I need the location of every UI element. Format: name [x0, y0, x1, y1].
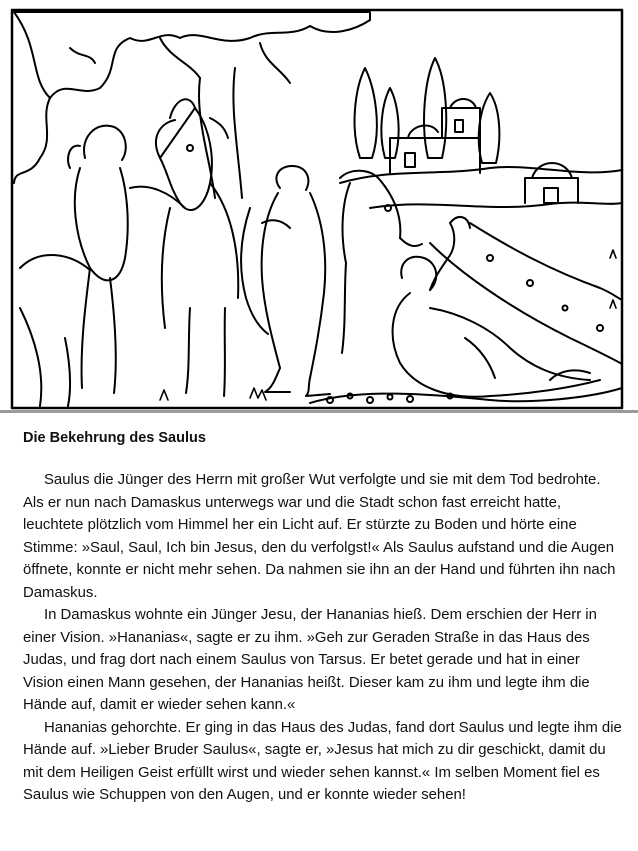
right-horse [340, 171, 422, 353]
cypress-trees [355, 58, 500, 163]
tree-trunk [199, 68, 242, 198]
fallen-saul [393, 217, 600, 397]
story-paragraph-1: Saulus die Jünger des Herrn mit großer Wut verfolgte und sie mit dem Tod bedrohte. Als er nun nach Damaskus unterwegs war und die Stadt schon fast erreicht hatte, leuchtete plötzlich vom Himmel her ein Licht auf. Er stürzte zu Boden und hörte eine Stimme: »Saul, Saul, Ich bin Jesus, den du verfolgst!« Als Saulus aufstand und die Augen öffnete, konnte er nicht mehr sehen. Da nahmen sie ihn an der Hand und führten ihn nach Damaskus. [23, 472, 616, 601]
coloring-illustration [10, 8, 624, 410]
town-buildings [390, 99, 578, 203]
illustration-bottom-rule [0, 410, 638, 413]
hills [340, 167, 622, 208]
road [310, 223, 622, 403]
story-paragraph-3: Hananias gehorchte. Er ging in das Haus des Judas, fand dort Saulus und legte ihm die Hände auf. »Lieber Bruder Saulus«, sagte er, »Jesus hat mich zu dir geschickt, damit du mit dem Heiligen Geist erfüllt wirst und wieder sehen kannst.« Im selben Moment fiel es Saulus wie Schuppen von den Augen, und er konnte wieder sehen! [23, 719, 622, 803]
rider-on-horse [20, 126, 185, 406]
story-text [23, 469, 623, 807]
donkey [156, 99, 238, 396]
companion-figure [241, 166, 330, 396]
page-title: Die Bekehrung des Saulus [23, 430, 206, 446]
story-paragraph-2: In Damaskus wohnte ein Jünger Jesu, der Hananias hieß. Dem erschien der Herr in einer Vision. »Hananias«, sagte er zu ihm. »Geh zur Geraden Straße in das Haus des Judas, und frag dort nach einem Saulus von Tarsus. Er betet gerade und hat in einer Vision einen Mann gesehen, der Hananias heißt. Dieser kam zu ihm und legte ihm die Hände auf, damit er wieder sehen kann.« [23, 607, 597, 713]
grass-tufts [160, 250, 616, 400]
